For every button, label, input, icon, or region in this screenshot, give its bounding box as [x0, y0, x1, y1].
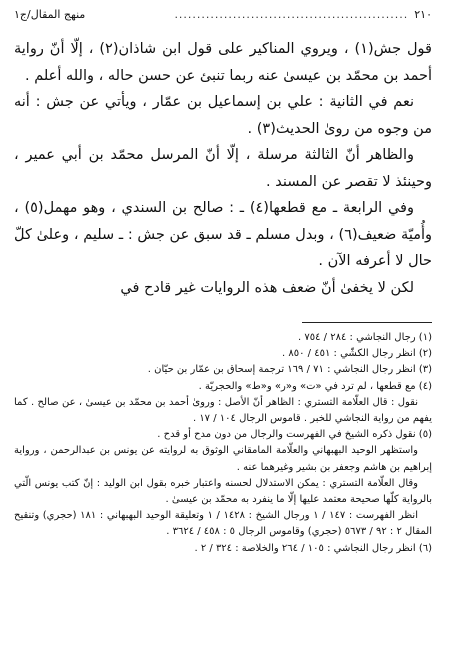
footnote: (٦) انظر رجال النجاشي : ١٠٥ / ٢٦٤ والخلاصة : ٣٢٤ / ٢ . — [194, 542, 432, 554]
paragraph: وفي الرابعة ـ مع قطعها(٤) ـ : صالح بن السندي ، وهو مهمل(٥) ، وأُميّة ضعيف(٦) ، وبدل مسلم ـ قد سبق عن جش : ـ سليم ، وعلىٰ كلّ حال لا أعرفه الآن . — [14, 200, 432, 269]
footnote-continuation: نقول : قال العلّامة التستري : الظاهر أنّ الأصل : وروىٰ أحمد بن محمّد بن عيسىٰ ، عن صالح . كما يفهم من رواية النجاشي للخبر . قاموس الرجال ١٠٤ / ١٧ . — [14, 396, 432, 425]
header-dot-leader: .................................................... — [174, 8, 409, 21]
footnote: (٢) انظر رجال الكشّي : ٤٥١ / ٨٥٠ . — [282, 348, 432, 360]
main-text — [14, 36, 432, 301]
footnote: (٤) مع قطعها ، لم ترد في «ت» و«ر» و«ط» والحجريّة . — [198, 380, 432, 392]
paragraph: قول جش(١) ، ويروي المناكير على قول ابن شاذان(٢) ، إلّا أنّ رواية أحمد بن محمّد بن عيسىٰ عنه ربما تنبئ عن حسن حاله ، والله أعلم . — [14, 41, 432, 84]
running-title: منهج المقال/ج١ — [14, 8, 86, 21]
paragraph: لكن لا يخفىٰ أنّ ضعف هذه الروايات غير قادح في — [120, 279, 414, 296]
footnote: (١) رجال النجاشي : ٢٨٤ / ٧٥٤ . — [298, 332, 432, 343]
paragraph: نعم في الثانية : علي بن إسماعيل بن عمّار ، ويأتي عن جش : أنه من وجوه من روىٰ الحديث(٣) . — [14, 94, 432, 137]
page-number: ٢١٠ — [414, 8, 432, 21]
footnote: (٥) نقول ذكره الشيخ في الفهرست والرجال من دون مدح أو قدح . — [157, 429, 432, 441]
footnotes — [14, 330, 432, 557]
footnote: (٣) انظر رجال النجاشي : ٧١ / ١٦٩ ترجمة إسحاق بن عمّار بن حيّان . — [147, 364, 432, 376]
page-header — [14, 8, 432, 26]
paragraph: والظاهر أنّ الثالثة مرسلة ، إلّا أنّ المرسل محمّد بن أبي عمير ، وحينئذ لا تقصر عن المسند . — [14, 147, 432, 190]
footnote-continuation: وقال العلّامة التستري : يمكن الاستدلال لحسنه واعتبار خبره بقول ابن الوليد : إنّ كتب يونس الّتي بالرواية كلّها صحيحة معتمد عليها إلّا ما ينفرد به محمّد بن عيسىٰ . — [14, 477, 432, 506]
footnote-continuation: واستظهر الوحيد البهبهاني والعلّامة المامقاني الوثوق به لروايته عن يونس بن عبدالرحمن ، ورواية إبراهيم بن هاشم وجعفر بن بشير وغيرهما عنه . — [14, 445, 432, 473]
footnote-separator — [302, 322, 432, 323]
footnote-continuation: انظر الفهرست : ١٤٧ / ١ ورجال الشيخ : ١٤٢٨ / ١ وتعليقة الوحيد البهبهاني : ١٨١ (حجري) وتنقيح المقال ٢ : ٩٢ / ٥٦٧٣ (حجري) وقاموس الرجال ٥ : ٤٥٨ / ٣٦٢٤ . — [14, 510, 432, 538]
